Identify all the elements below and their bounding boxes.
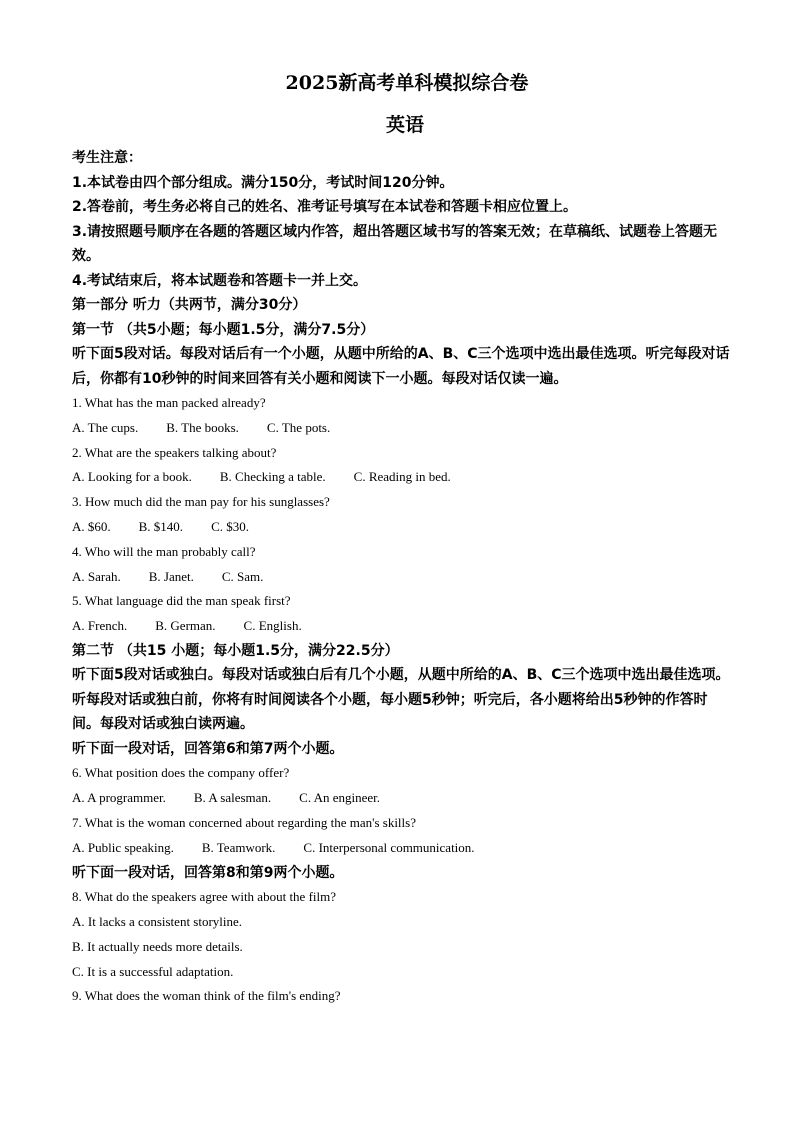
option-c: C. It is a successful adaptation. [72,963,234,979]
exam-title: 2025新高考单科模拟综合卷 [285,72,529,94]
option-a: A. Sarah. [72,568,121,584]
question-2 [72,441,732,491]
option-c: C. English. [243,618,302,634]
notice-item: 3.请按照题号顺序在各题的答题区域内作答，超出答题区域书写的答案无效；在草稿纸、试题卷上答题无效。 [72,223,718,264]
question-text: 1. What has the man packed already? [72,395,266,410]
question-7 [72,811,732,861]
question-text: 6. What position does the company offer? [72,765,290,781]
question-text: 7. What is the woman concerned about regarding the man's skills? [72,815,416,831]
question-text: 3. How much did the man pay for his sunglasses? [72,494,330,510]
option-c: C. The pots. [266,419,331,435]
notice-item: 1.本试卷由四个部分组成。满分150分，考试时间120分钟。 [72,174,454,191]
question-1 [72,391,732,441]
option-b: B. German. [155,618,216,634]
exam-page [72,70,732,1009]
option-a: A. Public speaking. [72,839,174,855]
part1-title: 第一部分 听力（共两节，满分30分） [72,297,307,313]
question-9 [72,984,732,1009]
question-text: 8. What do the speakers agree with about the film? [72,889,337,905]
section1-instructions: 听下面5段对话。每段对话后有一个小题，从题中所给的A、B、C三个选项中选出最佳选项。听完每段对话后，你都有10秒钟的时间来回答有关小题和阅读下一小题。每段对话仅读一遍。 [72,346,730,387]
option-a: A. It lacks a consistent storyline. [72,913,243,929]
option-a: A. $60. [72,518,111,534]
option-c: C. Reading in bed. [353,469,451,485]
option-c: C. $30. [211,518,249,534]
question-options [72,614,732,639]
question-options [72,515,732,540]
question-options [72,416,732,441]
question-5 [72,589,732,639]
question-8 [72,885,732,984]
question-text: 5. What language did the man speak first? [72,593,291,609]
question-options [72,836,732,861]
question-text: 4. Who will the man probably call? [72,543,256,559]
option-c: C. Sam. [221,568,264,584]
question-options [72,465,732,490]
question-6 [72,761,732,811]
question-text: 2. What are the speakers talking about? [72,444,277,460]
option-b: B. A salesman. [193,790,272,806]
option-c: C. Interpersonal communication. [303,839,475,855]
group2-intro: 听下面一段对话，回答第8和第9两个小题。 [72,864,344,881]
question-text: 9. What does the woman think of the film's ending? [72,988,341,1004]
option-b: B. Janet. [148,568,194,584]
group1-intro: 听下面一段对话，回答第6和第7两个小题。 [72,740,344,757]
option-a: A. French. [72,618,128,634]
option-a: A. A programmer. [72,790,166,806]
question-3 [72,490,732,540]
notice-heading: 考生注意： [72,150,142,166]
section1-title: 第一节 （共5小题；每小题1.5分，满分7.5分） [72,321,375,338]
subject-title: 英语 [385,114,424,136]
option-b: B. Checking a table. [219,469,326,485]
question-4 [72,540,732,590]
option-a: A. Looking for a book. [72,469,192,485]
option-b: B. Teamwork. [201,839,276,855]
section2-instructions: 听下面5段对话或独白。每段对话或独白后有几个小题，从题中所给的A、B、C三个选项中选出最佳选项。听每段对话或独白前，你将有时间阅读各个小题，每小题5秒钟；听完后，各小题将给出5秒钟的作答时间。每段对话或独白读两遍。 [72,667,730,733]
option-b: B. It actually needs more details. [72,938,243,954]
option-c: C. An engineer. [299,790,381,806]
question-options [72,565,732,590]
option-b: B. $140. [138,518,184,534]
notice-block [72,146,732,293]
section2-title: 第二节 （共15 小题；每小题1.5分，满分22.5分） [72,642,399,659]
notice-item: 2.答卷前，考生务必将自己的姓名、准考证号填写在本试卷和答题卡相应位置上。 [72,199,578,215]
notice-item: 4.考试结束后，将本试题卷和答题卡一并上交。 [72,272,368,289]
option-a: A. The cups. [72,419,139,435]
question-options [72,786,732,811]
option-b: B. The books. [166,419,239,435]
